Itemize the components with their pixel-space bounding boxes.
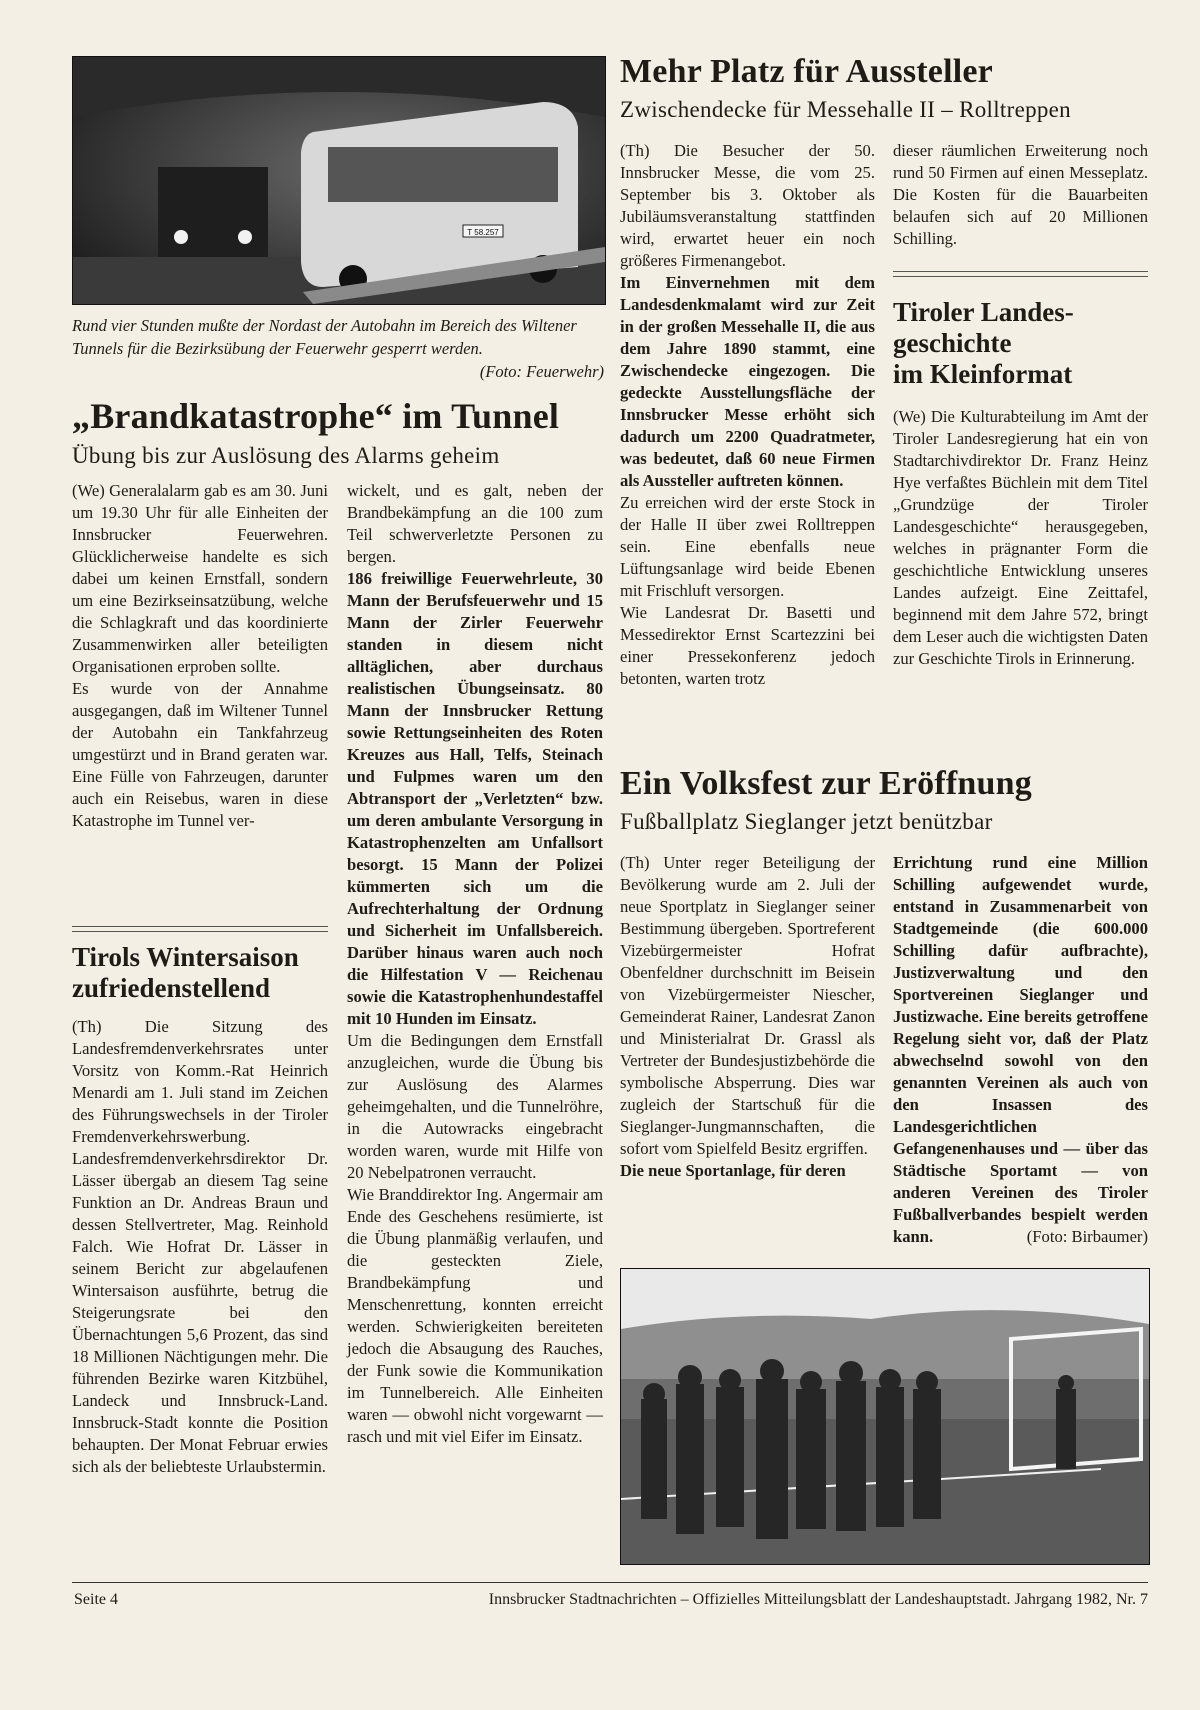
headline-line: geschichte (893, 328, 1012, 358)
footer-publication: Innsbrucker Stadtnachrichten – Offizielles Mitteilungsblatt der Landeshauptstadt. Jahrgang 1982, Nr. 7 (488, 1591, 1148, 1608)
paragraph: Wie Branddirektor Ing. Angermair am Ende des Geschehens resümierte, ist die Übung planmäßig verlaufen, und die gesteckten Ziele, Brandbekämpfung und Menschenrettung, konnten erreicht werden. Schwierigkeiten bereiteten jedoch die Absaugung des Rauches, der Funk sowie die Kommunikation im Tunnelbereich. Alle Einheiten waren — obwohl nicht vorgewarnt — rasch und mit viel Eifer im Einsatz. (347, 1185, 603, 1446)
messe-column-2 (893, 140, 1148, 250)
tunnel-subhead: Übung bis zur Auslösung des Alarms geheim (72, 443, 500, 468)
tunnel-headline: „Brandkatastrophe“ im Tunnel (72, 396, 560, 436)
section-divider (893, 271, 1148, 277)
paragraph: Zu erreichen wird der erste Stock in der Halle II über zwei Rolltreppen sein. Eine ebenfalls neue Lüftungsanlage wird beide Ebenen mit Frischluft versorgen. (620, 493, 875, 600)
tunnel-photo-image (73, 57, 605, 304)
volksfest-subhead: Fußballplatz Sieglanger jetzt benützbar (620, 809, 993, 834)
sportplatz-photo (620, 1268, 1150, 1565)
tunnel-column-2 (347, 480, 603, 1448)
winter-body (72, 1016, 328, 1478)
paragraph-bold: Die neue Sportanlage, für deren (620, 1161, 846, 1180)
tunnel-column-1 (72, 480, 328, 832)
volksfest-column-1 (620, 852, 875, 1182)
headline-line: im Kleinformat (893, 359, 1073, 389)
messe-headline: Mehr Platz für Aussteller (620, 53, 993, 90)
paragraph: Es wurde von der Annahme ausgegangen, daß im Wiltener Tunnel der Autobahn ein Tankfahrzeug umgestürzt und in Brand geraten war. Eine Fülle von Fahrzeugen, darunter auch ein Reisebus, waren in diese Katastrophe im Tunnel ver- (72, 679, 328, 830)
headline-line: Tirols Wintersaison (72, 942, 299, 972)
footer-rule (72, 1582, 1148, 1583)
messe-subhead: Zwischendecke für Messehalle II – Rolltreppen (620, 97, 1071, 122)
section-divider (72, 926, 328, 932)
sportplatz-photo-image (621, 1269, 1149, 1564)
paragraph-bold: Im Einvernehmen mit dem Landesdenkmalamt wird zur Zeit in der großen Messehalle II, die aus dem Jahre 1890 stammt, eine Zwischendecke eingezogen. Die gedeckte Ausstellungsfläche der Innsbrucker Messe erhöht sich dadurch um 2200 Quadratmeter, was bedeutet, daß 60 neue Firmen als Aussteller auftreten können. (620, 273, 875, 490)
headline-line: zufriedenstellend (72, 973, 270, 1003)
tunnel-photo (72, 56, 606, 305)
photo-credit: (Foto: Feuerwehr) (479, 362, 604, 381)
paragraph: dieser räumlichen Erweiterung noch rund 50 Firmen auf einen Messeplatz. Die Kosten für die Bauarbeiten belaufen sich auf 20 Millionen Schilling. (893, 141, 1148, 248)
headline-line: Tiroler Landes- (893, 297, 1074, 327)
paragraph: (We) Generalalarm gab es am 30. Juni um 19.30 Uhr für alle Einheiten der Innsbrucker Feuerwehren. Glücklicherweise handelte es sich dabei um keinen Ernstfall, sondern um eine Bezirkseinsatzübung, welche die Schlagkraft und das koordinierte Zusammenwirken aller beteiligten Organisationen erproben sollte. (72, 481, 328, 676)
paragraph: Wie Landesrat Dr. Basetti und Messedirektor Ernst Scartezzini bei einer Pressekonferenz jedoch betonten, warten trotz (620, 603, 875, 688)
paragraph: (Th) Die Sitzung des Landesfremdenverkehrsrates unter Vorsitz von Komm.-Rat Heinrich Menardi am 1. Juli stand im Zeichen des Führungswechsels in der Tiroler Fremdenverkehrswerbung. Landesfremdenverkehrsdirektor Dr. Lässer übergab an diesem Tag seine Funktion an Dr. Andreas Braun und dessen Stellvertreter, Mag. Reinhold Falch. Wie Hofrat Dr. Lässer in seinem Bericht zur abgelaufenen Wintersaison ausführte, betrug die Steigerungsrate bei den Übernachtungen 5,6 Prozent, das sind 18 Millionen Nächtigungen mehr. Die führenden Bezirke waren Kitzbühel, Landeck und Innsbruck-Land. Innsbruck-Stadt konnte die Position behaupten. Der Monat Februar erwies sich als der beliebteste Urlaubstermin. (72, 1017, 328, 1476)
volksfest-column-2 (893, 852, 1148, 1248)
paragraph (893, 852, 1148, 1248)
paragraph: (We) Die Kulturabteilung im Amt der Tiroler Landesregierung hat ein von Stadtarchivdirektor Dr. Franz Heinz Hye verfaßtes Büchlein mit dem Titel „Grundzüge der Tiroler Landesgeschichte“ herausgegeben, welches in prägnanter Form die geschichtliche Entwicklung unseres Landes aufzeigt. Eine Zeittafel, beginnend mit dem Jahre 572, bringt dem Leser auch die wichtigsten Daten zur Geschichte Tirols in Erinnerung. (893, 407, 1148, 668)
paragraph-bold: Errichtung rund eine Million Schilling aufgewendet wurde, entstand in Zusammenarbeit von Stadtgemeinde (die 600.000 Schilling dafür aufbrachte), Justizverwaltung und den Sportvereinen Sieglanger und Justizwache. Eine bereits getroffene Regelung sieht vor, daß der Platz abwechselnd sowohl von den genannten Vereinen als auch von den Insassen des Landesgerichtlichen Gefangenenhauses und — über das Städtische Sportamt — von anderen Vereinen des Tiroler Fußballverbandes bespielt werden kann. (893, 853, 1148, 1246)
landesgeschichte-body (893, 406, 1148, 670)
messe-column-1 (620, 140, 875, 690)
volksfest-headline: Ein Volksfest zur Eröffnung (620, 765, 1032, 802)
paragraph-bold: 186 freiwillige Feuerwehrleute, 30 Mann der Berufsfeuerwehr und 15 Mann der Zirler Feuerwehr standen in diesem nicht alltäglichen, aber durchaus realistischen Übungseinsatz. 80 Mann der Innsbrucker Rettung sowie Rettungseinheiten des Roten Kreuzes aus Hall, Telfs, Steinach und Fulpmes waren um den Abtransport der „Verletzten“ bzw. um deren ambulante Versorgung in Katastrophenzelten am Unfallsort besorgt. 15 Mann der Polizei kümmerten sich um die Aufrechterhaltung der Ordnung und Sicherheit im Unfallsbereich. Darüber hinaus waren auch noch die Hilfestation V — Reichenau sowie die Katastrophenhundestaffel mit 10 Hunden im Einsatz. (347, 569, 603, 1028)
paragraph: (Th) Unter reger Beteiligung der Bevölkerung wurde am 2. Juli der neue Sportplatz in Sieglanger seiner Bestimmung übergeben. Sportreferent Vizebürgermeister Hofrat Obenfeldner durchschnitt im Beisein von Vizebürgermeister Niescher, Gemeinderat Rainer, Landesrat Zanon und Ministerialrat Dr. Grassl als Vertreter der Bundesjustizbehörde die symbolische Absperrung. Dies war zugleich der Startschuß für die Sieglanger-Jungmannschaften, die sofort vom Spielfeld Besitz ergriffen. (620, 853, 875, 1158)
landesgeschichte-headline (893, 297, 1153, 390)
paragraph: Um die Bedingungen dem Ernstfall anzugleichen, wurde die Übung bis zur Auslösung des Alarmes geheimgehalten, und die Tunnelröhre, in die Autowracks eingebracht worden waren, wurde mit Hilfe von 20 Nebelpatronen verraucht. (347, 1031, 603, 1182)
winter-headline (72, 942, 342, 1004)
photo-credit: (Foto: Birbaumer) (1026, 1227, 1148, 1246)
bus-plate: T 58.257 (467, 228, 499, 237)
tunnel-photo-caption (72, 314, 604, 383)
caption-text: Rund vier Stunden mußte der Nordast der Autobahn im Bereich des Wiltener Tunnels für die Bezirksübung der Feuerwehr gesperrt werden. (72, 316, 577, 358)
footer-page-number: Seite 4 (74, 1591, 118, 1608)
paragraph: (Th) Die Besucher der 50. Innsbrucker Messe, die vom 25. September bis 3. Oktober als Jubiläumsveranstaltung stattfinden wird, erwartet heuer ein noch größeres Firmenangebot. (620, 141, 875, 270)
paragraph: wickelt, und es galt, neben der Brandbekämpfung an die 100 zum Teil schwerverletzte Personen zu bergen. (347, 481, 603, 566)
